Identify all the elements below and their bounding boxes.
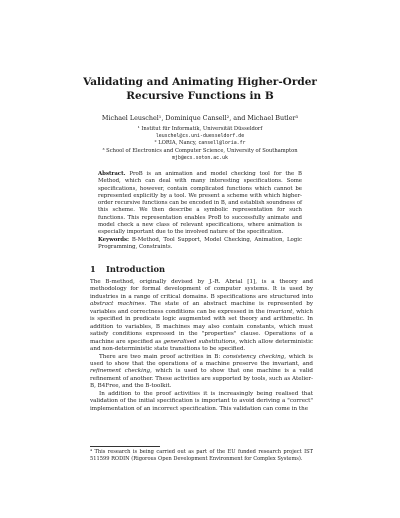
para1-text-c: , which is specified in predicate logic augmented with set theory and arithmetic. In addition to variables, B machines may also contain constants, which must satisfy conditions expressed in the "properties" clause. Operations of a machine are specified as: [90, 308, 313, 345]
section-number: 1: [90, 264, 96, 274]
paper-title: [60, 75, 340, 103]
body-text: [90, 279, 313, 413]
footnote: ⁴ This research is being carried out as part of the EU funded research project IST 511599 RODIN (Rigorous Open Development Environment for Complex Systems).: [90, 449, 313, 462]
affiliation-3-email: mjb@ecs.soton.ac.uk: [172, 154, 228, 161]
affiliation-2-email: cansell@loria.fr: [198, 140, 246, 147]
section-title: Introduction: [106, 264, 166, 274]
para1-emphasis-3: generalised substitutions: [163, 338, 236, 345]
affiliation-2: [40, 140, 360, 147]
abstract-label: Abstract.: [98, 171, 126, 177]
title-line-1: Validating and Animating Higher-Order: [83, 76, 317, 88]
affiliation-1-email: leuschel@cs.uni-duesseldorf.de: [155, 133, 245, 140]
para1-emphasis-1: abstract machines: [90, 301, 145, 308]
para2-emphasis-1: consistency checking: [222, 353, 285, 360]
section-heading: [90, 264, 165, 274]
author-list: Michael Leuschel¹, Dominique Cansell², and Michael Butler³: [101, 114, 299, 122]
para1-text-b: . The state of an abstract machine is represented by variables and correctness conditions can be expressed in the: [90, 301, 313, 315]
affiliation-2-name: ² LORIA, Nancy,: [154, 140, 197, 147]
para1-text-d: , which allow deterministic and non-deterministic state transitions to be specified.: [90, 338, 313, 353]
para2-emphasis-2: refinement checking: [90, 368, 151, 375]
para1-emphasis-2: invariant: [266, 308, 293, 315]
para2-text-c: , which is used to show that one machine is a valid refinement of another. These activities are supported by tools, such as Atelier-B, B4Free, and the B-toolkit.: [90, 368, 313, 390]
para2-text-b: , which is used to show that the operations of a machine preserve the invariant, and: [90, 353, 313, 367]
affiliations: [40, 126, 360, 162]
abstract-text: ProB is an animation and model checking tool for the B Method, which can deal with many interesting specifications. Some specifications, however, contain complicated functions which cannot be represented explicitly by a tool. We present a scheme with which higher-order recursive functions can be encoded in B, and establish soundness of this scheme. We then describe a symbolic representation for such functions. This representation enables ProB to successfully animate and model check a new class of relevant specifications, where animation is especially important due to the involved nature of the specification.: [98, 171, 303, 236]
keywords-text: B-Method, Tool Support, Model Checking, Animation, Logic Programming, Constraints.: [98, 236, 302, 250]
title-line-2: Recursive Functions in B: [126, 90, 274, 102]
keywords-label: Keywords:: [98, 236, 129, 243]
paragraph-1: [90, 279, 313, 354]
footnote-rule: [90, 446, 160, 447]
affiliation-3: ³ School of Electronics and Computer Science, University of Southampton: [102, 147, 298, 154]
paragraph-3: In addition to the proof activities it is increasingly being realised that validation of the initial specification is important to avoid deriving a "correct" implementation of an incorrect specification. This validation can come in the: [90, 390, 313, 412]
affiliation-1: ¹ Institut für Informatik, Universität Düsseldorf: [137, 126, 263, 132]
para1-text-a: The B-method, originally devised by J.-R. Abrial [1], is a theory and methodology for formal development of computer systems. It is used by industries in a range of critical domains. B specifications are structured into: [90, 279, 313, 300]
paragraph-2: [90, 354, 313, 391]
para2-text-a: There are two main proof activities in B:: [99, 353, 223, 360]
abstract: [98, 171, 302, 251]
